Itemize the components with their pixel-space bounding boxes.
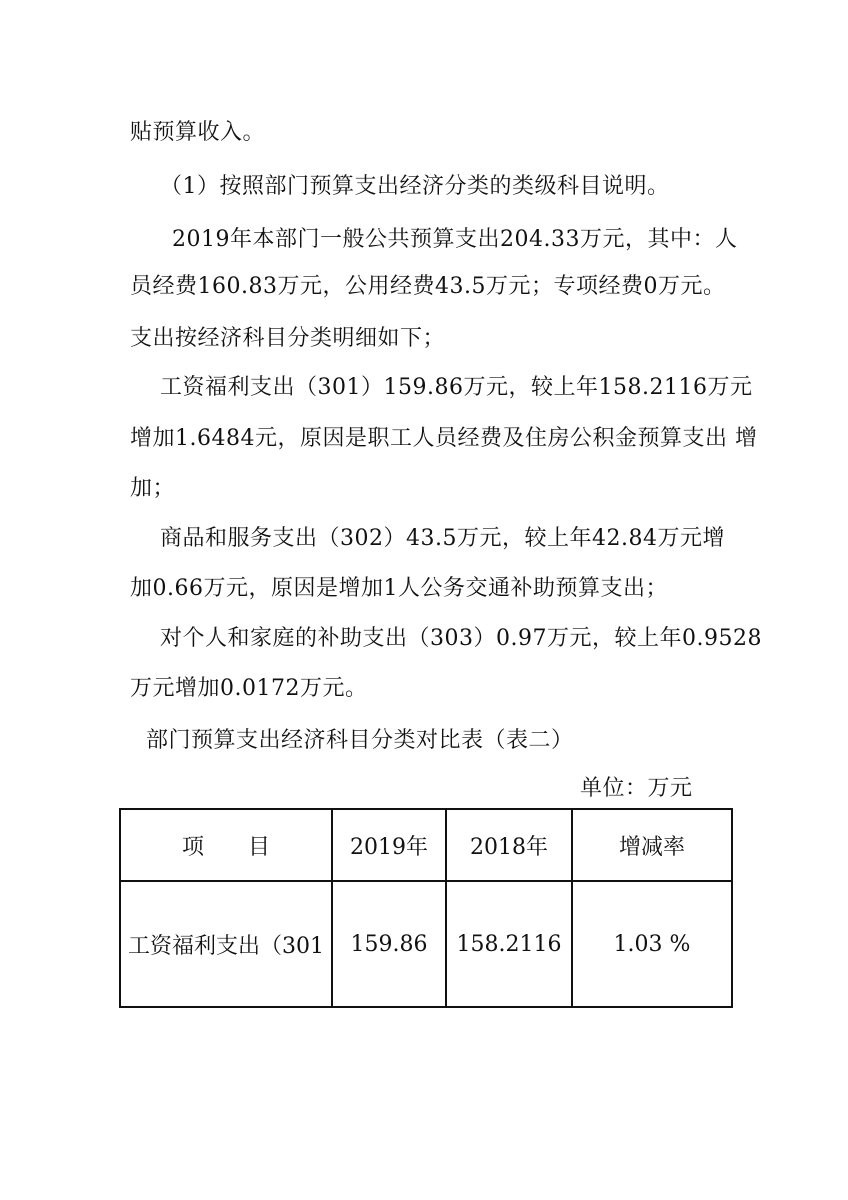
- header-2018: 2018年: [446, 809, 572, 881]
- paragraph-line-10: 加0.66万元，原因是增加1人公务交通补助预算支出；: [130, 576, 668, 601]
- paragraph-line-12: 万元增加0.0172万元。: [130, 676, 368, 701]
- table-unit: 单位：万元: [580, 776, 693, 801]
- paragraph-line-5: 支出按经济科目分类明细如下；: [130, 326, 446, 351]
- cell-item: 工资福利支出（301: [120, 881, 332, 1007]
- paragraph-line-6: 工资福利支出（301）159.86万元，较上年158.2116万元: [160, 375, 753, 400]
- header-2019: 2019年: [332, 809, 446, 881]
- cell-2019: 159.86: [332, 881, 446, 1007]
- header-item: 项 目: [120, 809, 332, 881]
- cell-change-rate: 1.03 %: [572, 881, 732, 1007]
- paragraph-line-2: （1）按照部门预算支出经济分类的类级科目说明。: [160, 174, 670, 199]
- cell-2018: 158.2116: [446, 881, 572, 1007]
- table-title: 部门预算支出经济科目分类对比表（表二）: [146, 728, 574, 753]
- paragraph-line-3: 2019年本部门一般公共预算支出204.33万元，其中：人: [172, 227, 738, 252]
- header-change-rate: 增减率: [572, 809, 732, 881]
- paragraph-line-9: 商品和服务支出（302）43.5万元，较上年42.84万元增: [160, 526, 725, 551]
- paragraph-line-4: 员经费160.83万元，公用经费43.5万元；专项经费0万元。: [130, 274, 726, 299]
- table-header-row: [120, 809, 732, 881]
- budget-comparison-table: [119, 808, 733, 1008]
- paragraph-line-11: 对个人和家庭的补助支出（303）0.97万元，较上年0.9528: [160, 626, 762, 651]
- table-row: [120, 881, 732, 1007]
- paragraph-line-8: 加；: [130, 476, 176, 501]
- paragraph-line-1: 贴预算收入。: [130, 120, 266, 145]
- paragraph-line-7: 增加1.6484元，原因是职工人员经费及住房公积金预算支出 增: [130, 426, 758, 451]
